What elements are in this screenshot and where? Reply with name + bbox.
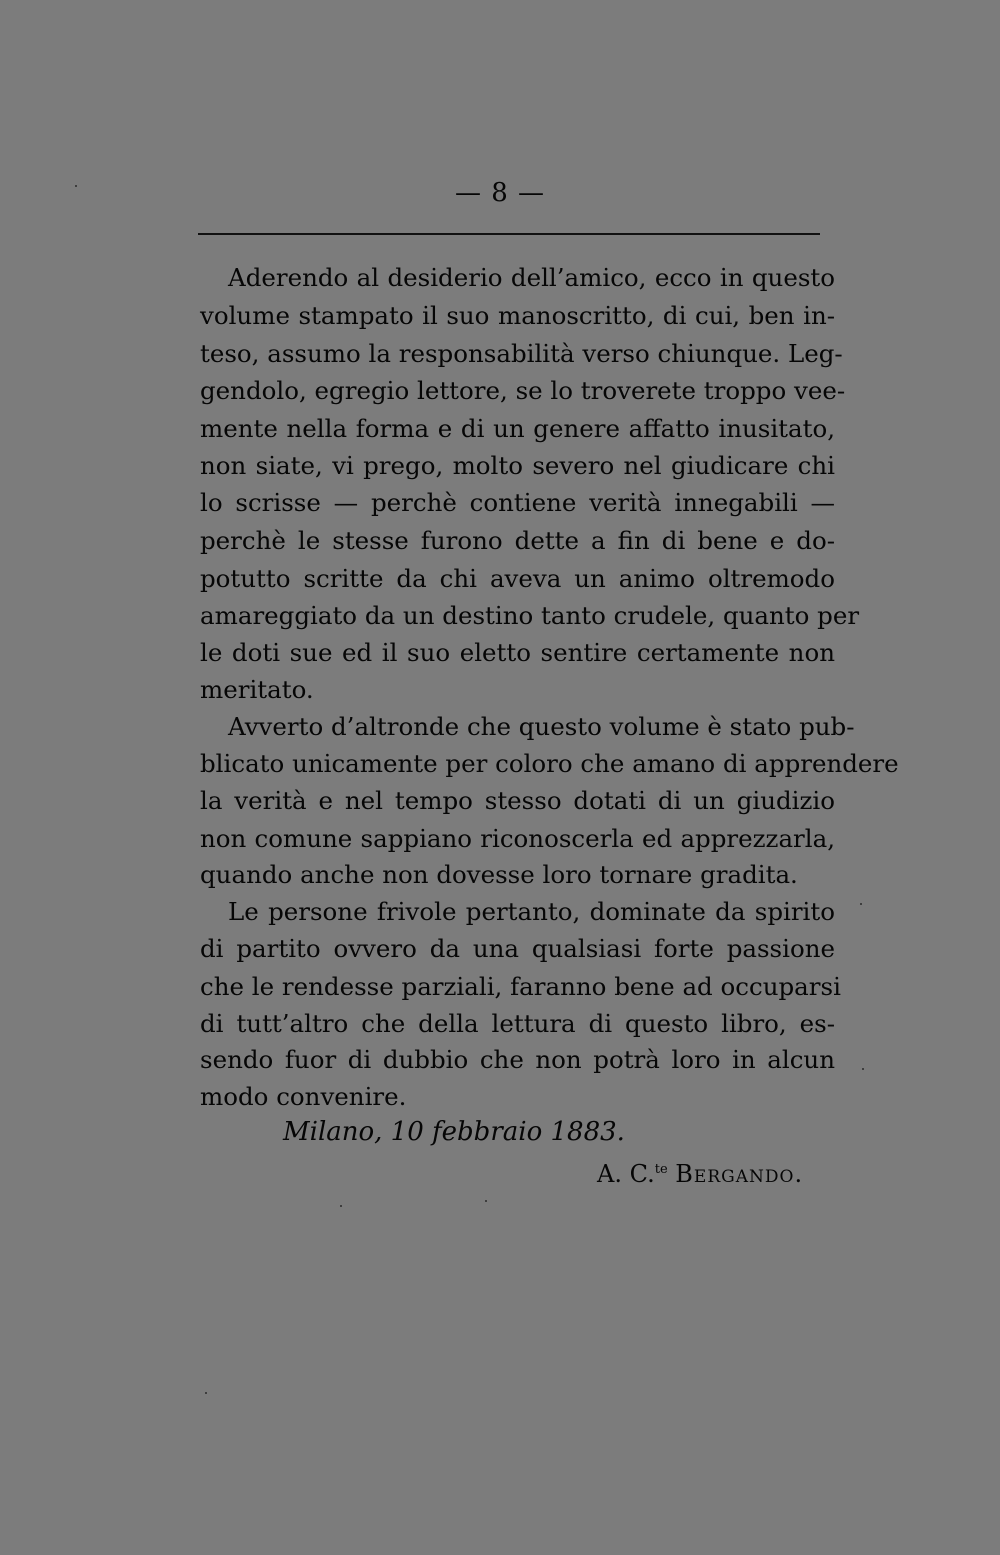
text-line: teso, assumo la responsabilità verso chiunque. Leg- [200,339,843,368]
text-line: mente nella forma e di un genere affatto inusitato, [200,414,835,443]
text-line: amareggiato da un destino tanto crudele, quanto per [200,601,860,630]
scan-speck [862,1068,864,1070]
text-line: blicato unicamente per coloro che amano di apprendere [200,749,899,778]
scan-speck [205,1392,207,1394]
page-number: — 8 — [454,178,546,208]
signature-title-sup: te [654,1162,668,1177]
header-rule [198,233,820,235]
text-line: la verità e nel tempo stesso dotati di un giudizio [200,786,835,815]
text-line: lo scrisse — perchè contiene verità innegabili — [200,488,835,517]
scan-speck [860,903,862,905]
text-line: Aderendo al desiderio dell’amico, ecco in questo [228,263,835,292]
text-line: di tutt’altro che della lettura di questo libro, es- [200,1009,835,1038]
text-line: perchè le stesse furono dette a fin di bene e do- [200,526,835,555]
signature [597,1155,803,1189]
text-line: Le persone frivole pertanto, dominate da spirito [228,897,835,926]
text-line: quando anche non dovesse loro tornare gradita. [200,860,798,889]
text-line: Avverto d’altronde che questo volume è stato pub- [228,712,855,741]
text-line: potutto scritte da chi aveva un animo oltremodo [200,564,835,593]
signature-surname: Bergando. [675,1160,804,1188]
scan-speck [75,185,77,187]
text-line: modo convenire. [200,1082,407,1111]
text-line: non comune sappiano riconoscerla ed apprezzarla, [200,824,835,853]
text-line: volume stampato il suo manoscritto, di cui, ben in- [200,301,835,330]
text-line: gendolo, egregio lettore, se lo troverete troppo vee- [200,376,846,405]
text-line: che le rendesse parziali, faranno bene ad occuparsi [200,972,841,1001]
scan-speck [485,1200,487,1202]
scan-speck [340,1205,342,1207]
text-line: di partito ovvero da una qualsiasi forte passione [200,934,835,963]
signature-initial: A. C. [597,1160,655,1188]
place-date: Milano, 10 febbraio 1883. [283,1117,625,1147]
text-line: le doti sue ed il suo eletto sentire certamente non [200,638,835,667]
text-line: sendo fuor di dubbio che non potrà loro in alcun [200,1045,835,1074]
text-line: non siate, vi prego, molto severo nel giudicare chi [200,451,835,480]
text-line: meritato. [200,675,314,704]
